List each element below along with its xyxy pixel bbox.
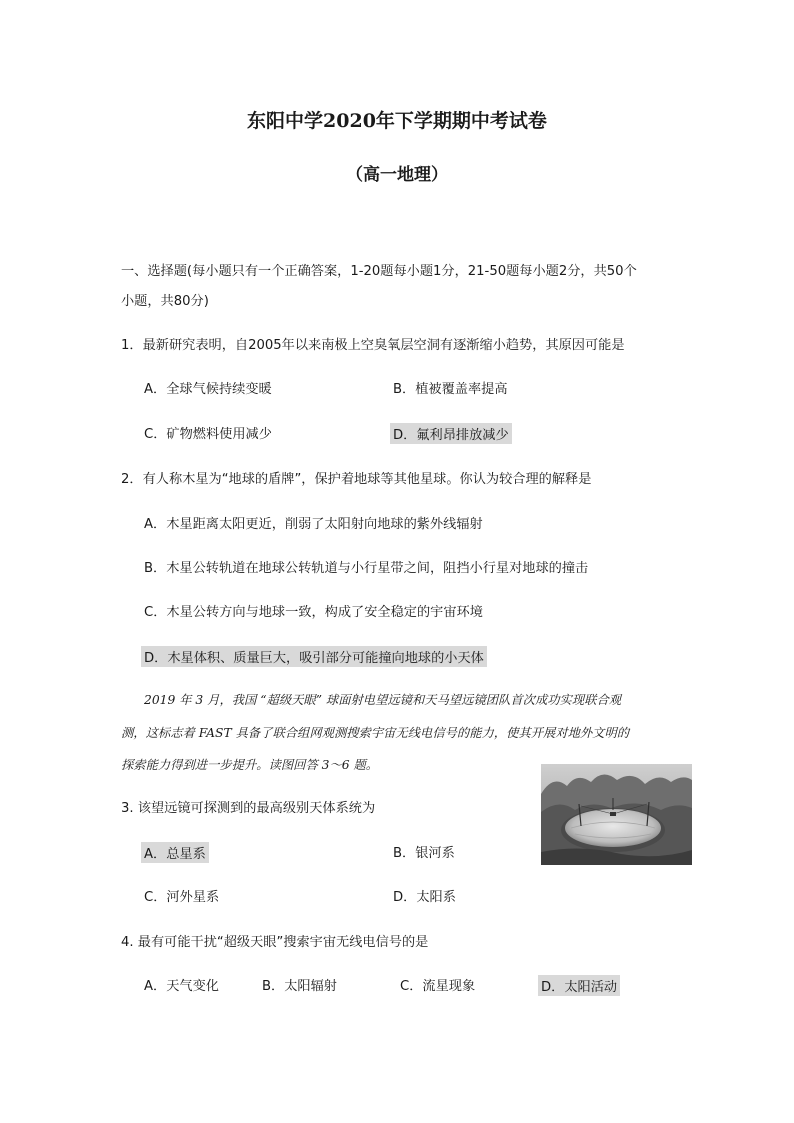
passage-line2: 测，这标志着 FAST 具备了联合组网观测搜索宇宙无线电信号的能力，使其开展对地外文明的 [121, 726, 630, 740]
question-4-option-d: D．太阳活动 [538, 975, 620, 996]
question-1-stem: 1．最新研究表明，自2005年以来南极上空臭氧层空洞有逐渐缩小趋势，其原因可能是 [121, 338, 625, 353]
question-2-option-c: C．木星公转方向与地球一致，构成了安全稳定的宇宙环境 [144, 605, 483, 620]
question-1-option-b: B．植被覆盖率提高 [393, 382, 508, 397]
section-heading-line1: 一、选择题(每小题只有一个正确答案，1-20题每小题1分，21-50题每小题2分，共50个 [121, 264, 637, 279]
question-1-option-d: D．氟利昂排放减少 [390, 423, 512, 444]
question-1-option-a: A．全球气候持续变暖 [144, 382, 272, 397]
question-3-option-c: C．河外星系 [144, 890, 220, 905]
fast-telescope-photo [541, 764, 692, 865]
question-2-option-b: B．木星公转轨道在地球公转轨道与小行星带之间，阻挡小行星对地球的撞击 [144, 561, 589, 576]
question-4-stem: 4. 最有可能干扰“超级天眼”搜索宇宙无线电信号的是 [121, 935, 429, 950]
question-4-option-b: B．太阳辐射 [262, 979, 337, 994]
page-title: 东阳中学2020年下学期期中考试卷 [247, 110, 547, 132]
question-2-stem: 2．有人称木星为“地球的盾牌”，保护着地球等其他星球。你认为较合理的解释是 [121, 472, 592, 487]
question-1-option-c: C．矿物燃料使用减少 [144, 427, 272, 442]
question-4-option-a: A．天气变化 [144, 979, 219, 994]
question-4-option-c: C．流星现象 [400, 979, 476, 994]
question-2-option-a: A．木星距离太阳更近，削弱了太阳射向地球的紫外线辐射 [144, 517, 483, 532]
telescope-illustration [541, 764, 692, 865]
passage-line1: 2019 年 3 月，我国 “超级天眼” 球面射电望远镜和天马望远镜团队首次成功实现联合观 [144, 693, 622, 707]
question-3-stem: 3. 该望远镜可探测到的最高级别天体系统为 [121, 801, 376, 816]
question-3-option-d: D．太阳系 [393, 890, 456, 905]
section-heading-line2: 小题，共80分) [121, 294, 209, 309]
question-3-option-b: B．银河系 [393, 846, 455, 861]
page-subtitle: （高一地理） [346, 165, 448, 185]
passage-line3: 探索能力得到进一步提升。读图回答 3～6 题。 [121, 758, 379, 772]
question-3-option-a: A．总星系 [141, 842, 209, 863]
question-2-option-d: D．木星体积、质量巨大，吸引部分可能撞向地球的小天体 [141, 646, 487, 667]
